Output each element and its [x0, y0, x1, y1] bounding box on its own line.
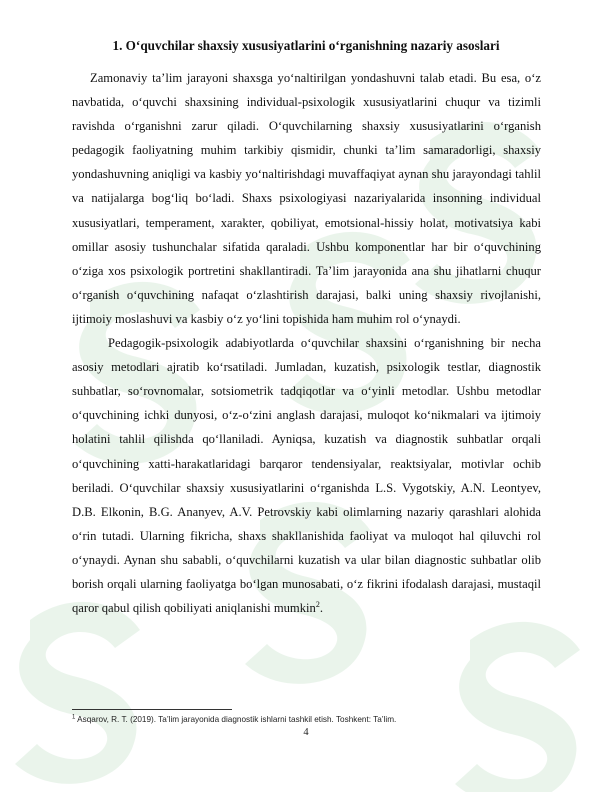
footnote-text: Asqarov, R. T. (2019). Ta’lim jarayonida diagnostik ishlarni tashkil etish. Toshkent: Ta’lim. — [75, 715, 397, 724]
body-text — [72, 66, 541, 620]
footnote-reference[interactable]: 2 — [315, 599, 320, 609]
footnote-divider — [72, 709, 232, 710]
footnote — [72, 714, 542, 725]
page-number: 4 — [303, 727, 309, 738]
footnote-marker: 1 — [72, 714, 76, 721]
paragraph-intro: Zamonaviy ta’lim jarayoni shaxsga yo‘naltirilgan yondashuvni talab etadi. Bu esa, o‘z navbatida, o‘quvchi shaxsining individual-psixologik xususiyatlarini chuqur va tizimli ravishda o‘rganishni zarur qiladi. O‘quvchilarning shaxsiy xususiyatlarini o‘rganish pedagogik faoliyatning muhim tarkibiy qismidir, chunki ta’lim samaradorligi, shaxsiy yondashuvning aniqligi va kasbiy yo‘naltirishdagi muvaffaqiyat aynan shu jarayondagi tahlil va natijalarga bog‘liq bo‘ladi. Shaxs psixologiyasi nazariyalarida insonning individual xususiyatlari, temperament, xarakter, qobiliyat, emotsional-hissiy holat, motivatsiya kabi omillar asosiy tushunchalar sifatida qaraladi. Ushbu komponentlar har bir o‘quvchining o‘ziga xos psixologik portretini shakllantiradi. Ta’lim jarayonida ana shu jihatlarni chuqur o‘rganish o‘quvchining nafaqat o‘zlashtirish darajasi, balki uning shaxsiy rivojlanishi, ijtimoiy moslashuvi va kasbiy o‘z yo‘lini topishida ham muhim rol o‘ynaydi. — [72, 71, 541, 326]
section-heading: 1. O‘quvchilar shaxsiy xususiyatlarini o‘rganishning nazariy asoslari — [112, 38, 500, 53]
paragraph-end-punctuation: . — [319, 601, 323, 616]
paragraph-methods — [72, 331, 541, 620]
paragraph-methods-text: Pedagogik-psixologik adabiyotlarda o‘quvchilar shaxsini o‘rganishning bir necha asosiy metodlari ajratib ko‘rsatiladi. Jumladan, kuzatish, psixologik testlar, diagnostik suhbatlar, so‘rovnomalar, sotsiometrik tadqiqotlar va o‘yinli metodlar. Ushbu metodlar o‘quvchining ichki dunyosi, o‘z-o‘zini anglash darajasi, muloqot ko‘nikmalari va ijtimoiy holatini tahlil qilishda qo‘llaniladi. Ayniqsa, kuzatish va diagnostik suhbatlar orqali o‘quvchining xatti-harakatlaridagi barqaror tendensiyalar, reaktsiyalar, motivlar ochib beriladi. O‘quvchilar shaxsiy xususiyatlarini o‘rganishda L.S. Vygotskiy, A.N. Leontyev, D.B. Elkonin, B.G. Ananyev, A.V. Petrovskiy kabi olimlarning nazariy qarashlari alohida o‘rin tutadi. Ularning fikricha, shaxs shakllanishida faoliyat va muloqot hal qiluvchi rol o‘ynaydi. Aynan shu sababli, o‘quvchilarni kuzatish va ular bilan diagnostic suhbatlar olib borish orqali ularning faoliyatga bo‘lgan munosabati, o‘z fikrini ifodalash darajasi, mustaqil qaror qabul qilish qobiliyati aniqlanishi mumkin — [72, 336, 541, 616]
